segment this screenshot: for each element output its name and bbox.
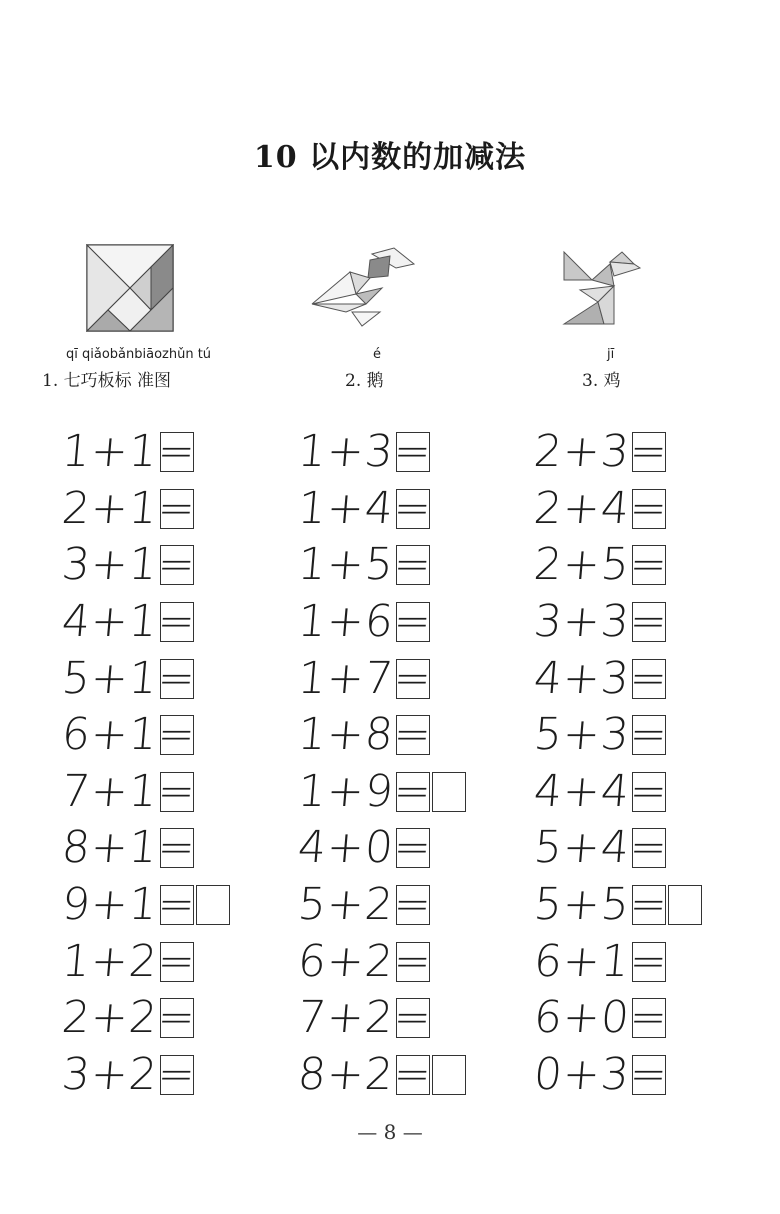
picture-caption: 3. 鸡 — [582, 371, 621, 391]
exercise-row — [59, 594, 230, 651]
exercise-row — [295, 764, 466, 821]
exercise-expression: 3+2= — [59, 1048, 199, 1100]
exercise-row — [295, 877, 466, 934]
exercise-expression: 1+6= — [295, 596, 435, 648]
exercise-row — [295, 933, 466, 990]
answer-box[interactable] — [668, 885, 702, 925]
exercise-row — [295, 424, 466, 481]
exercise-row — [295, 537, 466, 594]
exercise-expression: 1+7= — [295, 652, 435, 704]
exercise-expression: 1+3= — [295, 426, 435, 478]
picture-caption: 1. 七巧板标 准图 — [42, 371, 172, 391]
exercise-expression: 5+4= — [531, 822, 671, 874]
exercise-expression: 6+2= — [295, 935, 435, 987]
exercise-expression: 5+1= — [59, 652, 199, 704]
exercise-expression: 4+3= — [531, 652, 671, 704]
exercise-expression: 4+0= — [295, 822, 435, 874]
exercise-expression: 2+4= — [531, 482, 671, 534]
page-number: — 8 — — [357, 1120, 423, 1144]
exercise-row — [59, 424, 230, 481]
tangram-square-icon — [86, 244, 174, 332]
exercise-row — [531, 1047, 702, 1104]
exercise-expression: 4+1= — [59, 596, 199, 648]
picture-caption: 2. 鹅 — [345, 371, 384, 391]
picture-pinyin: é — [373, 347, 381, 362]
exercise-row — [531, 820, 702, 877]
exercise-column — [531, 424, 702, 1103]
answer-box[interactable] — [432, 772, 466, 812]
tangram-goose-icon — [310, 246, 422, 330]
exercise-row — [59, 764, 230, 821]
exercise-expression: 0+3= — [531, 1048, 671, 1100]
exercise-row — [59, 650, 230, 707]
picture-pinyin: jī — [607, 347, 615, 362]
exercise-expression: 3+3= — [531, 596, 671, 648]
exercise-row — [531, 877, 702, 934]
picture-pinyin: qī qiǎobǎnbiāozhǔn tú — [66, 347, 212, 362]
exercise-row — [295, 820, 466, 877]
exercise-row — [531, 424, 702, 481]
exercise-row — [531, 990, 702, 1047]
exercise-expression: 8+1= — [59, 822, 199, 874]
exercise-column — [295, 424, 466, 1103]
exercise-expression: 6+1= — [59, 709, 199, 761]
exercise-expression: 6+1= — [531, 935, 671, 987]
exercise-row — [59, 481, 230, 538]
exercise-row — [59, 537, 230, 594]
exercise-row — [295, 707, 466, 764]
exercise-expression: 1+5= — [295, 539, 435, 591]
exercise-expression: 5+3= — [531, 709, 671, 761]
exercise-row — [59, 820, 230, 877]
exercise-column — [59, 424, 230, 1103]
exercise-row — [531, 650, 702, 707]
exercise-expression: 1+2= — [59, 935, 199, 987]
exercise-expression: 7+2= — [295, 992, 435, 1044]
exercise-row — [59, 933, 230, 990]
exercise-expression: 6+0= — [531, 992, 671, 1044]
exercise-expression: 1+9= — [295, 765, 435, 817]
exercise-expression: 5+5= — [531, 879, 671, 931]
exercise-expression: 4+4= — [531, 765, 671, 817]
tangram-chicken-icon — [562, 250, 642, 326]
exercise-expression: 7+1= — [59, 765, 199, 817]
exercise-row — [295, 481, 466, 538]
exercise-expression: 8+2= — [295, 1048, 435, 1100]
exercise-row — [295, 1047, 466, 1104]
exercise-expression: 2+5= — [531, 539, 671, 591]
answer-box[interactable] — [432, 1055, 466, 1095]
exercise-row — [295, 594, 466, 651]
exercise-expression: 5+2= — [295, 879, 435, 931]
exercise-row — [59, 707, 230, 764]
exercise-row — [531, 594, 702, 651]
exercise-row — [295, 990, 466, 1047]
exercise-row — [531, 933, 702, 990]
exercise-row — [531, 707, 702, 764]
exercise-row — [295, 650, 466, 707]
exercise-expression: 3+1= — [59, 539, 199, 591]
exercise-expression: 9+1= — [59, 879, 199, 931]
exercise-expression: 2+2= — [59, 992, 199, 1044]
answer-box[interactable] — [196, 885, 230, 925]
exercise-expression: 1+1= — [59, 426, 199, 478]
exercise-row — [59, 990, 230, 1047]
page-title: 10 以内数的加减法 — [253, 140, 527, 175]
exercise-row — [531, 537, 702, 594]
exercise-row — [59, 1047, 230, 1104]
exercise-expression: 2+3= — [531, 426, 671, 478]
exercise-expression: 1+4= — [295, 482, 435, 534]
exercise-expression: 2+1= — [59, 482, 199, 534]
exercise-expression: 1+8= — [295, 709, 435, 761]
exercise-row — [59, 877, 230, 934]
exercise-row — [531, 764, 702, 821]
exercise-row — [531, 481, 702, 538]
